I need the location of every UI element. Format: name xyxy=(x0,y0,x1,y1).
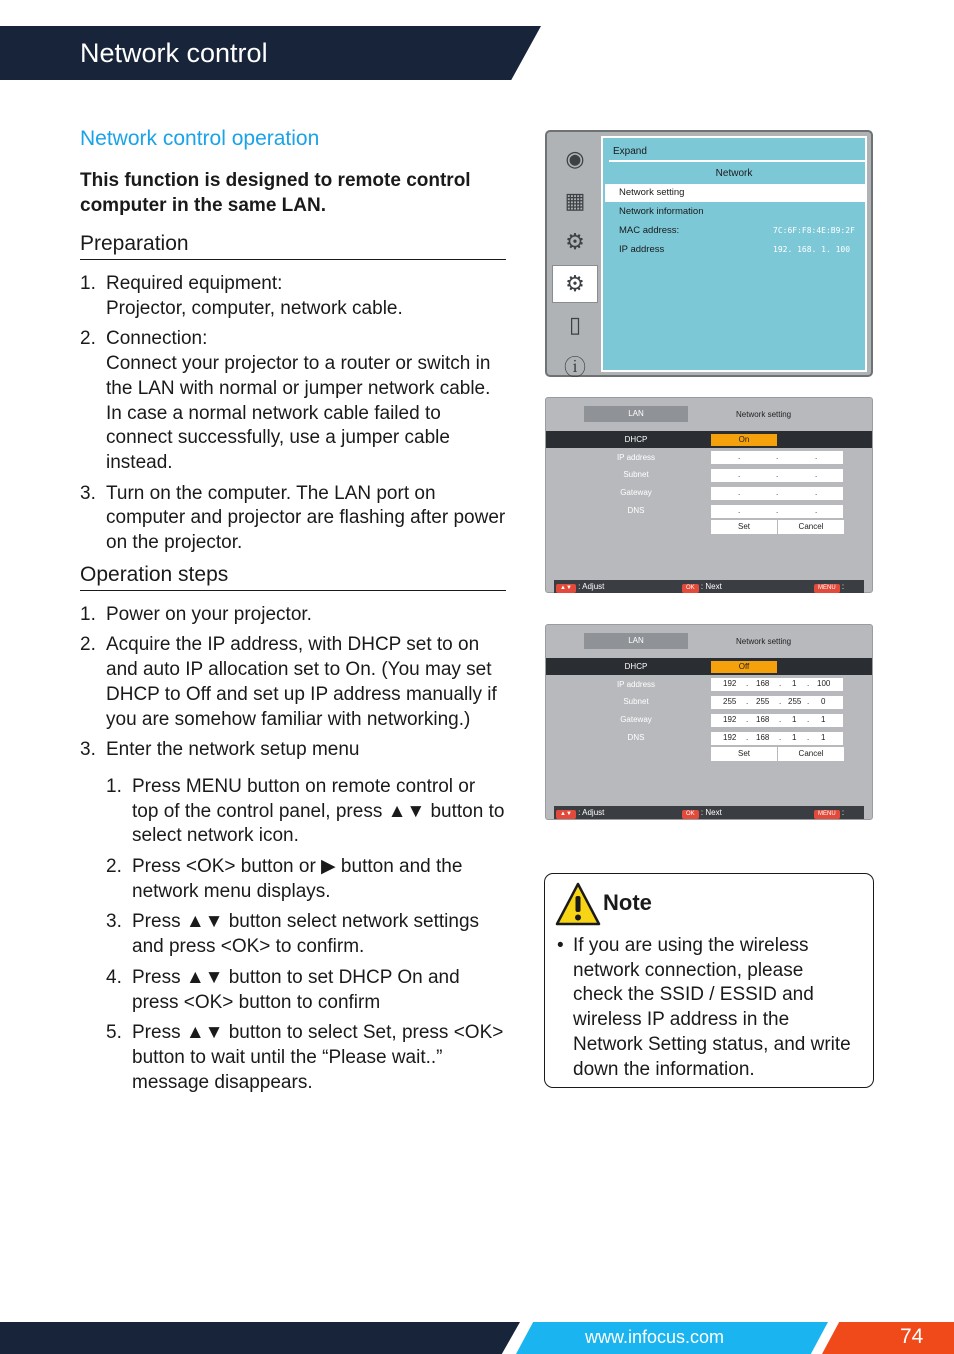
operation-sublist xyxy=(106,775,506,1095)
tab-lan[interactable]: LAN xyxy=(584,406,688,422)
up-down-key-icon: ▲▼ xyxy=(556,584,576,593)
ip-address-label: IP address xyxy=(616,453,656,462)
osd-network-setting-dhcp-on xyxy=(545,397,873,604)
list-item: 1. Power on your projector. xyxy=(80,603,312,625)
section-subtitle: Network control operation xyxy=(80,127,320,150)
usb-icon: ▯ xyxy=(568,312,582,337)
warning-icon xyxy=(555,882,601,926)
footer-band-orange xyxy=(822,1322,954,1354)
list-item: 1. Required equipment: Projector, computer, network cable. xyxy=(80,273,403,319)
osd-menu-panel xyxy=(601,136,867,372)
divider xyxy=(609,160,865,162)
osd-icon-column xyxy=(552,140,600,389)
intro-text: This function is designed to remote control computer in the same LAN. xyxy=(80,170,471,216)
dhcp-label: DHCP xyxy=(624,662,648,671)
dns-label: DNS xyxy=(627,506,645,515)
osd-network-setting-dhcp-off xyxy=(545,624,873,830)
info-icon: ⓘ xyxy=(563,355,586,380)
display-icon: ▦ xyxy=(564,187,586,213)
menu-key-icon: MENU xyxy=(814,810,840,819)
up-down-key-icon: ▲▼ xyxy=(556,810,576,819)
subnet-field[interactable]: . . . xyxy=(711,469,843,482)
list-item: 1. Press MENU button on remote control or top of the control panel, press ▲▼ button to select network icon. xyxy=(106,775,505,847)
dhcp-value[interactable]: Off xyxy=(711,661,777,673)
button-row xyxy=(546,520,872,534)
dns-label: DNS xyxy=(627,733,645,742)
osd-footer: ▲▼ : Adjust OK : Next MENU : Back xyxy=(554,806,864,819)
dns-field[interactable]: 192 . 168 . 1 . 1 xyxy=(711,732,843,745)
preparation-list xyxy=(80,272,506,556)
cancel-button[interactable]: Cancel xyxy=(778,520,844,534)
operation-list xyxy=(80,603,506,1096)
menu-network-label: Network xyxy=(715,168,753,179)
ip-address-field[interactable]: . . . xyxy=(711,451,843,464)
bullet: • xyxy=(557,935,564,956)
button-row xyxy=(546,747,872,761)
menu-expand-label: Expand xyxy=(613,146,647,157)
expand-settings-icon: ⚙ xyxy=(552,265,598,303)
page-title: Network control xyxy=(80,38,268,68)
dhcp-value[interactable]: On xyxy=(711,434,777,446)
list-item: 3. Enter the network setup menu 1. Press MENU button on remote control or top of the control panel, press ▲▼ button to select network icon. 2. Press <OK> button or ▶ button and the network menu displays. 3. Press ▲▼ button select network settings and press <OK> to confirm. 4. Press ▲▼ button to set DHCP On and press <OK> button to confirm 5. Press ▲▼ button to select Set, press <OK> button to wait until the “Please wait..” message disappears. xyxy=(80,738,506,1095)
settings-icon: ⚙ xyxy=(565,229,585,254)
subnet-label: Subnet xyxy=(623,697,649,706)
list-item: 2. Acquire the IP address, with DHCP set to on and auto IP allocation set to On. (You may set DHCP to Off and set up IP address manually if you are somehow familiar with networking.) xyxy=(80,634,497,730)
list-item: 5. Press ▲▼ button to select Set, press <OK> button to wait until the “Please wait..” message disappears. xyxy=(106,1022,504,1093)
menu-row-network-information[interactable]: Network information xyxy=(619,206,704,217)
footer-url-link[interactable]: www.infocus.com xyxy=(585,1327,725,1347)
dhcp-label: DHCP xyxy=(624,435,648,444)
list-item: 3. Press ▲▼ button select network settings and press <OK> to confirm. xyxy=(106,911,480,958)
ip-address-field[interactable]: 192 . 168 . 1 . 100 xyxy=(711,678,843,691)
set-button[interactable]: Set xyxy=(711,520,777,534)
cancel-button[interactable]: Cancel xyxy=(778,747,844,761)
note-box xyxy=(544,873,874,1088)
main-text-column xyxy=(80,126,506,1101)
set-button[interactable]: Set xyxy=(711,747,777,761)
subnet-field[interactable]: 255 . 255 . 255 . 0 xyxy=(711,696,843,709)
gateway-field[interactable]: 192 . 168 . 1 . 1 xyxy=(711,714,843,727)
ok-key-icon: OK xyxy=(682,810,699,819)
network-setting-title: Network setting xyxy=(736,410,792,419)
ok-key-icon: OK xyxy=(682,584,699,593)
osd-footer: ▲▼ : Adjust OK : Next MENU : Back xyxy=(554,580,864,593)
note-title: Note xyxy=(603,890,652,915)
ip-address-label: IP address xyxy=(616,680,656,689)
gateway-label: Gateway xyxy=(620,488,652,497)
osd-network-menu xyxy=(545,130,873,380)
preparation-heading: Preparation xyxy=(80,231,506,260)
gateway-field[interactable]: . . . xyxy=(711,487,843,500)
dns-field[interactable]: . . . xyxy=(711,505,843,518)
tab-lan[interactable]: LAN xyxy=(584,633,688,649)
menu-row-ip-address: IP address 192. 168. 1. 100 xyxy=(619,244,851,255)
operation-heading: Operation steps xyxy=(80,562,506,591)
network-setting-title: Network setting xyxy=(736,637,792,646)
gateway-label: Gateway xyxy=(620,715,652,724)
page-number: 74 xyxy=(900,1325,924,1348)
list-item: 2. Connection: Connect your projector to a router or switch in the LAN with normal or jumper network cable. In case a normal network cable failed to connect successfully, use a jumper cable instead. xyxy=(80,328,491,473)
menu-key-icon: MENU xyxy=(814,584,840,593)
note-text: • If you are using the wireless network connection, please check the SSID / ESSID and wireless IP address in the Network Setting status, and write down the information. xyxy=(557,935,851,1080)
menu-row-mac-address: MAC address: 7C:6F:F8:4E:B9:2F xyxy=(619,225,855,236)
menu-row-network-setting[interactable]: Network setting xyxy=(605,184,867,202)
list-item: 4. Press ▲▼ button to set DHCP On and press <OK> button to confirm xyxy=(106,966,460,1013)
picture-icon: ◉ xyxy=(565,146,585,171)
footer-band-dark xyxy=(0,1322,520,1354)
list-item: 3. Turn on the computer. The LAN port on computer and projector are flashing after power on the projector. xyxy=(80,482,506,554)
subnet-label: Subnet xyxy=(623,470,649,479)
list-item: 2. Press <OK> button or ▶ button and the network menu displays. xyxy=(106,856,463,902)
